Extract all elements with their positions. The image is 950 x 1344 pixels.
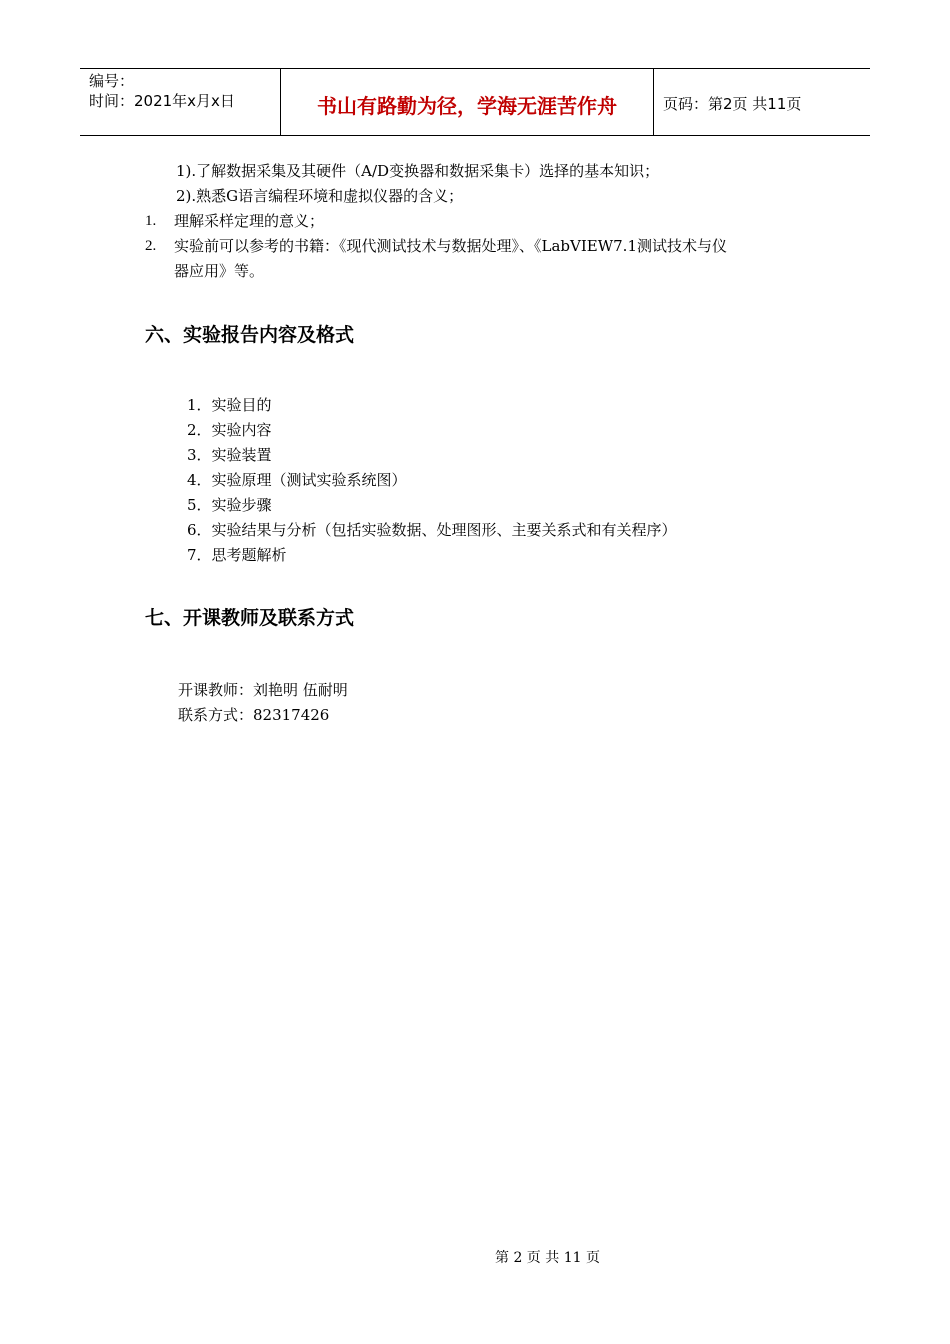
code-label: 编号： [89,72,135,90]
report-item-7: 7．思考题解析 [187,546,287,564]
report-item-4: 4．实验原理（测试实验系统图） [187,471,407,489]
report-item-6: 6．实验结果与分析（包括实验数据、处理图形、主要关系式和有关程序） [187,521,677,539]
report-item-1: 1．实验目的 [187,396,272,414]
report-item-5: 5．实验步骤 [187,496,272,514]
contact-line: 联系方式：82317426 [178,706,330,724]
list-item-1: 理解采样定理的意义； [174,212,325,230]
list-number-1: 1. [145,213,157,229]
report-item-3: 3．实验装置 [187,446,272,464]
time-label: 时间：2021年x月x日 [89,92,235,110]
report-item-2: 2．实验内容 [187,421,272,439]
section-6-title: 六、实验报告内容及格式 [145,324,355,346]
header-page-info: 页码：第2页 共11页 [663,94,802,113]
list-number-2: 2. [145,238,157,254]
list-item-2-continued: 器应用》等。 [174,262,265,280]
intro-item-2: 2).熟悉G语言编程环境和虚拟仪器的含义； [176,187,464,205]
page-header [80,68,870,136]
intro-item-1: 1).了解数据采集及其硬件（A/D变换器和数据采集卡）选择的基本知识； [176,162,660,180]
section-7-title: 七、开课教师及联系方式 [145,607,355,629]
list-item-2: 实验前可以参考的书籍：《现代测试技术与数据处理》、《LabVIEW7.1测试技术与仪 [174,237,727,255]
page-footer: 第 2 页 共 11 页 [495,1250,600,1266]
header-motto: 书山有路勤为径，学海无涯苦作舟 [281,69,654,135]
header-meta [80,69,281,135]
teacher-line: 开课教师：刘艳明 伍耐明 [178,681,348,699]
